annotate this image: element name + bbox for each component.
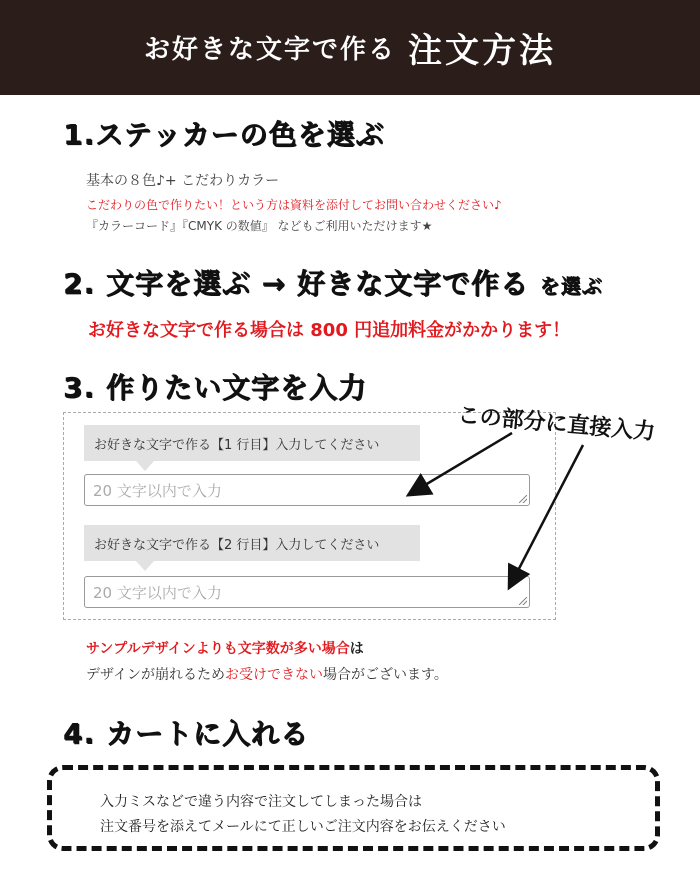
warning-line2 [86, 664, 448, 684]
line1-placeholder: 20 文字以内で入力 [93, 481, 222, 500]
direct-input-callout: この部分に直接入力 [456, 403, 657, 446]
notice-line1: 入力ミスなどで違う内容で注文してしまった場合は [100, 794, 422, 810]
notice-line2: 注文番号を添えてメールにて正しいご注文内容をお伝えください [100, 819, 506, 835]
step1-title: 1.ステッカーの色を選ぶ [63, 118, 385, 151]
line2-label: お好きな文字で作る【2 行目】入力してください [84, 525, 420, 561]
line1-label: お好きな文字で作る【1 行目】入力してください [84, 425, 420, 461]
warning-tail2: 場合がございます。 [323, 667, 448, 683]
header-title: 注文方法 [408, 31, 556, 71]
step2-title-main: 2. 文字を選ぶ → 好きな文字で作る [63, 267, 529, 300]
header-subtitle: お好きな文字で作る [143, 35, 396, 65]
arrow-to-line2-icon [510, 445, 583, 586]
step4-title: 4. カートに入れる [63, 717, 309, 750]
warning-red-text-2: お受けできない [225, 667, 324, 683]
arrow-to-line1-icon [410, 433, 512, 494]
step2-title-suffix: を選ぶ [539, 274, 603, 298]
warning-head2: デザインが崩れるため [86, 667, 226, 683]
warning-line1 [86, 638, 364, 658]
warning-red-text: サンプルデザインよりも文字数が多い場合 [86, 641, 350, 657]
warning-tail1: は [349, 641, 364, 657]
step1-colorcode-note: 『カラーコード』『CMYK の数値』 などもご利用いただけます★ [86, 219, 433, 233]
step1-colors-line: 基本の８色♪+ こだわりカラー [86, 173, 280, 189]
step1-custom-color-note: こだわりの色で作りたい！という方は資料を添付してお問い合わせください♪ [86, 198, 502, 212]
step2-extra-fee-note: お好きな文字で作る場合は 800 円追加料金がかかります！ [88, 320, 571, 341]
line2-placeholder: 20 文字以内で入力 [93, 583, 222, 602]
step3-title: 3. 作りたい文字を入力 [63, 371, 367, 404]
